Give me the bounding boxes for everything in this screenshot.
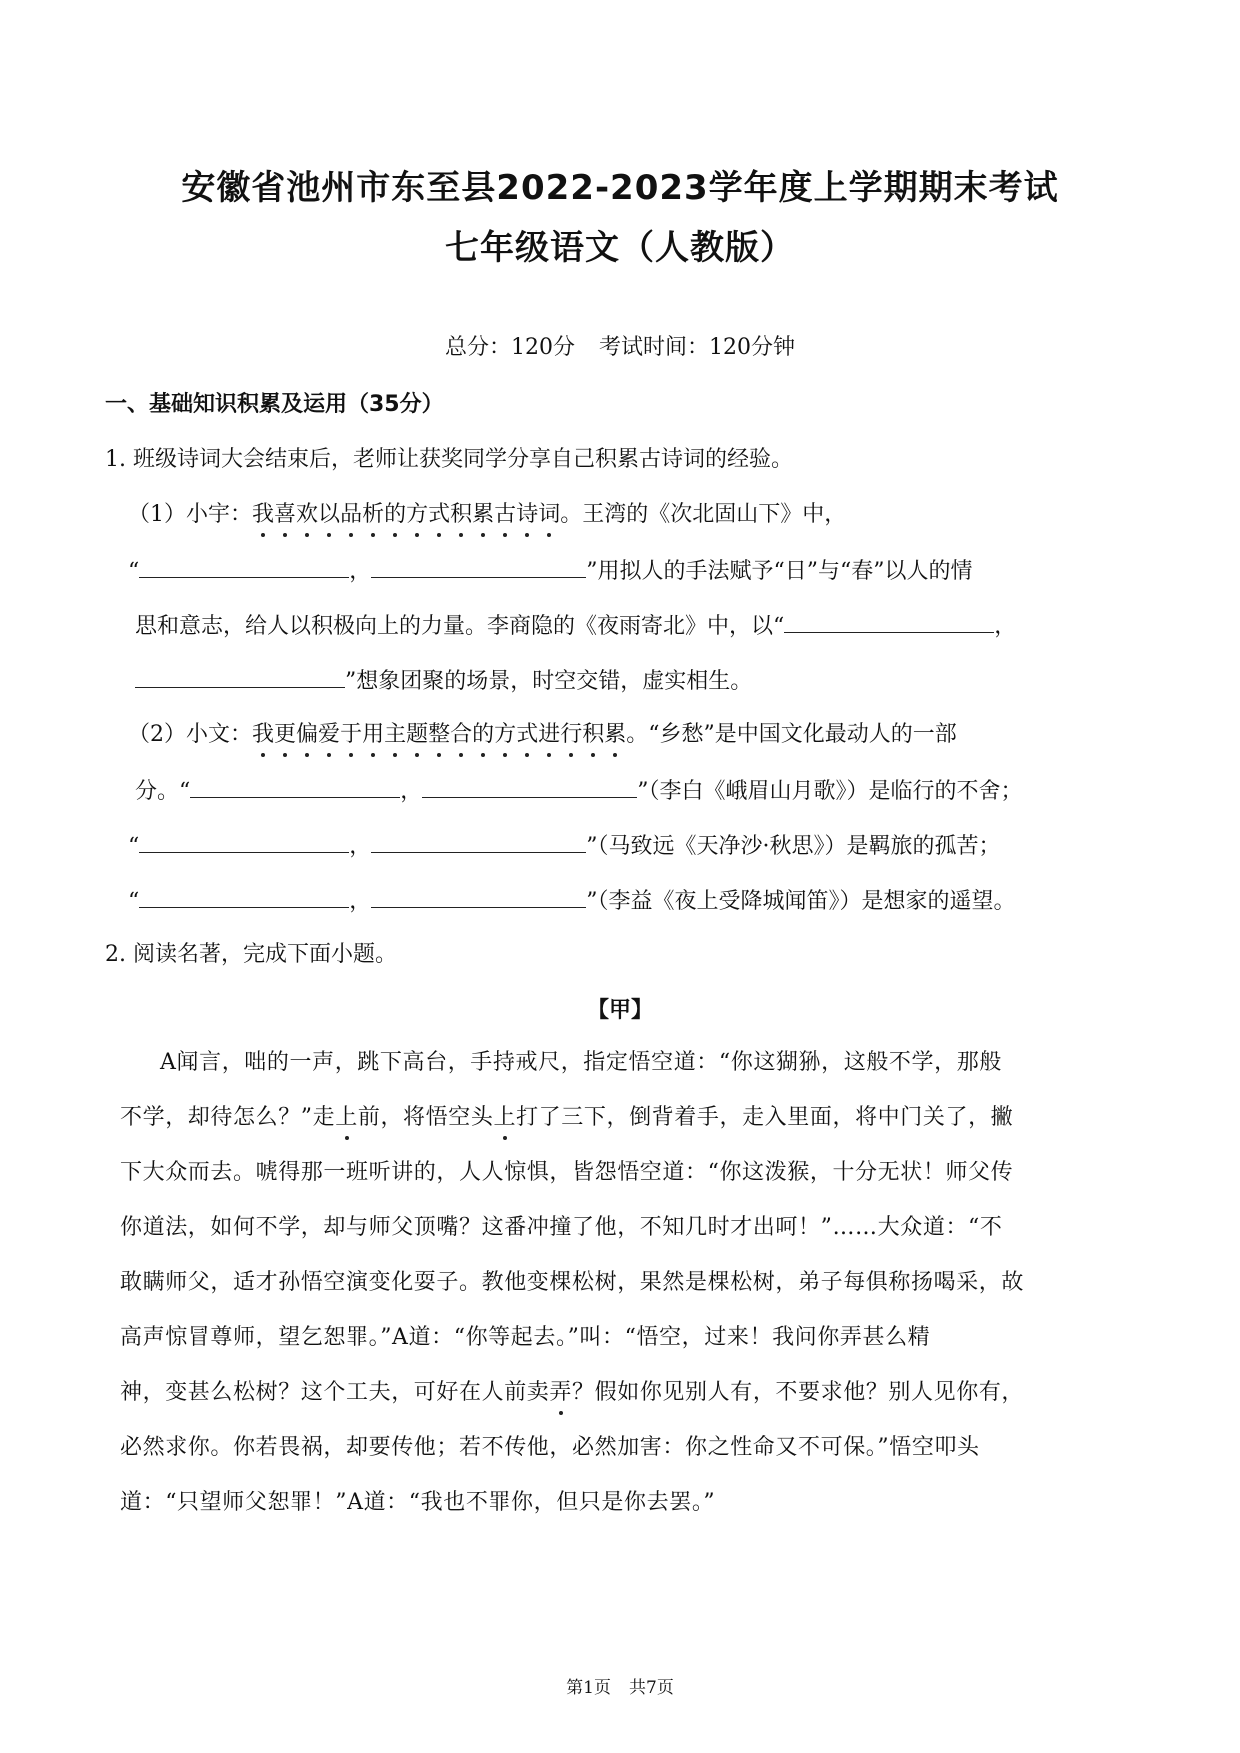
emphasis-char: 我 [252, 500, 274, 530]
q1-part1-line4-text: ”想象团聚的场景，时空交错，虚实相生。 [345, 669, 753, 694]
q1-part2-line4-text: ”（李益《夜上受降城闻笛》）是想家的遥望。 [586, 889, 1016, 914]
emphasis-char: 更 [274, 720, 296, 750]
comma: ， [400, 779, 423, 804]
page-footer [0, 1673, 1240, 1698]
emphasis-char: 欢 [296, 500, 318, 530]
passage-line: 你道法，如何不学，却与师父顶嘴？这番冲撞了他，不知几时才出呵！”……大众道：“不 [120, 1215, 1003, 1240]
q1-part2-line3-text: ”（马致远《天净沙·秋思》）是羁旅的孤苦； [586, 834, 1001, 859]
q1-part1-prefix: （1）小宇： [128, 502, 252, 527]
question-2-stem: 2. 阅读名著，完成下面小题。 [105, 942, 397, 967]
emphasis-char: 方 [406, 500, 428, 530]
q1-part2-emphasis [252, 722, 626, 747]
q1-part2-rest: 。“乡愁”是中国文化最动人的一部 [626, 722, 957, 747]
emphasis-char: 上 [493, 1103, 516, 1133]
q1-part1-line4 [135, 665, 752, 697]
emphasis-char: 词 [538, 500, 560, 530]
emphasis-char: 方 [494, 720, 516, 750]
emphasis-char: 进 [538, 720, 560, 750]
exam-title: 安徽省池州市东至县2022-2023学年度上学期期末考试 [181, 168, 1059, 208]
total-score: 总分：120分 [445, 335, 575, 360]
exam-meta [0, 330, 1240, 361]
page-total: 共7页 [629, 1678, 674, 1698]
emphasis-char: 的 [472, 720, 494, 750]
q1-part2-line3 [128, 830, 1001, 862]
emphasis-char: 积 [450, 500, 472, 530]
q1-part1-line1 [128, 500, 846, 530]
emphasis-char: 累 [472, 500, 494, 530]
answer-blank[interactable] [139, 555, 349, 578]
emphasis-char: 整 [428, 720, 450, 750]
open-quote: “ [128, 834, 140, 859]
section-heading: 一、基础知识积累及运用（35分） [105, 392, 444, 417]
passage-text: 不学，却待怎么？”走 [120, 1105, 336, 1130]
q1-part1-line3 [135, 610, 1016, 642]
q1-part1-emphasis [252, 502, 560, 527]
passage-line: 道：“只望师父恕罪！”A道：“我也不罪你，但只是你去罢。” [120, 1490, 716, 1515]
emphasis-char: 式 [516, 720, 538, 750]
q1-part2-line2-text: ”（李白《峨眉山月歌》）是临行的不舍； [637, 779, 1023, 804]
emphasis-char: 品 [340, 500, 362, 530]
passage-text: ？假如你见别人有，不要求他？别人见你有， [572, 1380, 1025, 1405]
q1-part1-rest: 。王湾的《次北固山下》中， [560, 502, 847, 527]
answer-blank[interactable] [371, 885, 586, 908]
comma: ， [349, 834, 372, 859]
answer-blank[interactable] [139, 830, 349, 853]
passage-line [120, 1103, 1013, 1133]
q1-part2-line4 [128, 885, 1016, 917]
passage-text: 打了三下，倒背着手，走入里面，将中门关了，撇 [516, 1105, 1014, 1130]
emphasis-char: 式 [428, 500, 450, 530]
q1-part2-line1 [128, 720, 957, 750]
open-quote: “ [128, 889, 140, 914]
emphasis-char: 累 [604, 720, 626, 750]
emphasis-char: 爱 [318, 720, 340, 750]
emphasis-char: 于 [340, 720, 362, 750]
q1-part2-line2 [135, 775, 1023, 807]
passage-line: 高声惊冒尊师，望乞恕罪。”A道：“你等起去。”叫：“悟空，过来！我问你弄甚么精 [120, 1325, 931, 1350]
emphasis-char: 上 [335, 1103, 358, 1133]
emphasis-char: 用 [362, 720, 384, 750]
question-1-stem: 1. 班级诗词大会结束后，老师让获奖同学分享自己积累古诗词的经验。 [105, 447, 793, 472]
answer-blank[interactable] [190, 775, 400, 798]
passage-line: 敢瞒师父，适才孙悟空演变化耍子。教他变棵松树，果然是棵松树，弟子每俱称扬喝采，故 [120, 1270, 1025, 1295]
answer-blank[interactable] [422, 775, 637, 798]
answer-blank[interactable] [371, 555, 586, 578]
emphasis-char: 偏 [296, 720, 318, 750]
passage-line: A闻言，咄的一声，跳下高台，手持戒尺，指定悟空道：“你这猢狲，这般不学，那般 [160, 1050, 1002, 1075]
emphasis-char: 的 [384, 500, 406, 530]
q1-part2-prefix: （2）小文： [128, 722, 252, 747]
q1-part1-line2-text: ”用拟人的手法赋予“日”与“春”以人的情 [586, 559, 973, 584]
comma: ， [349, 559, 372, 584]
answer-blank[interactable] [784, 610, 994, 633]
emphasis-char: 喜 [274, 500, 296, 530]
passage-line: 下大众而去。唬得那一班听讲的，人人惊惧，皆怨悟空道：“你这泼猴，十分无状！师父传 [120, 1160, 1014, 1185]
emphasis-char: 积 [582, 720, 604, 750]
comma: ， [994, 614, 1017, 639]
emphasis-char: 题 [406, 720, 428, 750]
q1-part1-line3-text: 思和意志，给人以积极向上的力量。李商隐的《夜雨寄北》中，以“ [135, 614, 785, 639]
emphasis-char: 弄 [549, 1378, 572, 1408]
emphasis-char: 以 [318, 500, 340, 530]
emphasis-char: 行 [560, 720, 582, 750]
open-quote: “ [128, 559, 140, 584]
passage-text: 前，将悟空头 [357, 1105, 494, 1130]
passage-text: 神，变甚么松树？这个工夫，可好在人前卖 [120, 1380, 550, 1405]
comma: ， [349, 889, 372, 914]
emphasis-char: 我 [252, 720, 274, 750]
q1-part2-line2-prefix: 分。“ [135, 779, 191, 804]
answer-blank[interactable] [139, 885, 349, 908]
passage-line: 必然求你。你若畏祸，却要传他；若不传他，必然加害：你之性命又不可保。”悟空叩头 [120, 1435, 980, 1460]
answer-blank[interactable] [135, 665, 345, 688]
q1-part1-line2 [128, 555, 973, 587]
emphasis-char: 主 [384, 720, 406, 750]
answer-blank[interactable] [371, 830, 586, 853]
emphasis-char: 析 [362, 500, 384, 530]
passage-label: 【甲】 [586, 998, 653, 1023]
emphasis-char: 古 [494, 500, 516, 530]
passage-line [120, 1378, 1024, 1408]
exam-subtitle: 七年级语文（人教版） [445, 228, 795, 268]
exam-time: 考试时间：120分钟 [599, 335, 795, 360]
emphasis-char: 诗 [516, 500, 538, 530]
page-number: 第1页 [566, 1678, 611, 1698]
emphasis-char: 合 [450, 720, 472, 750]
